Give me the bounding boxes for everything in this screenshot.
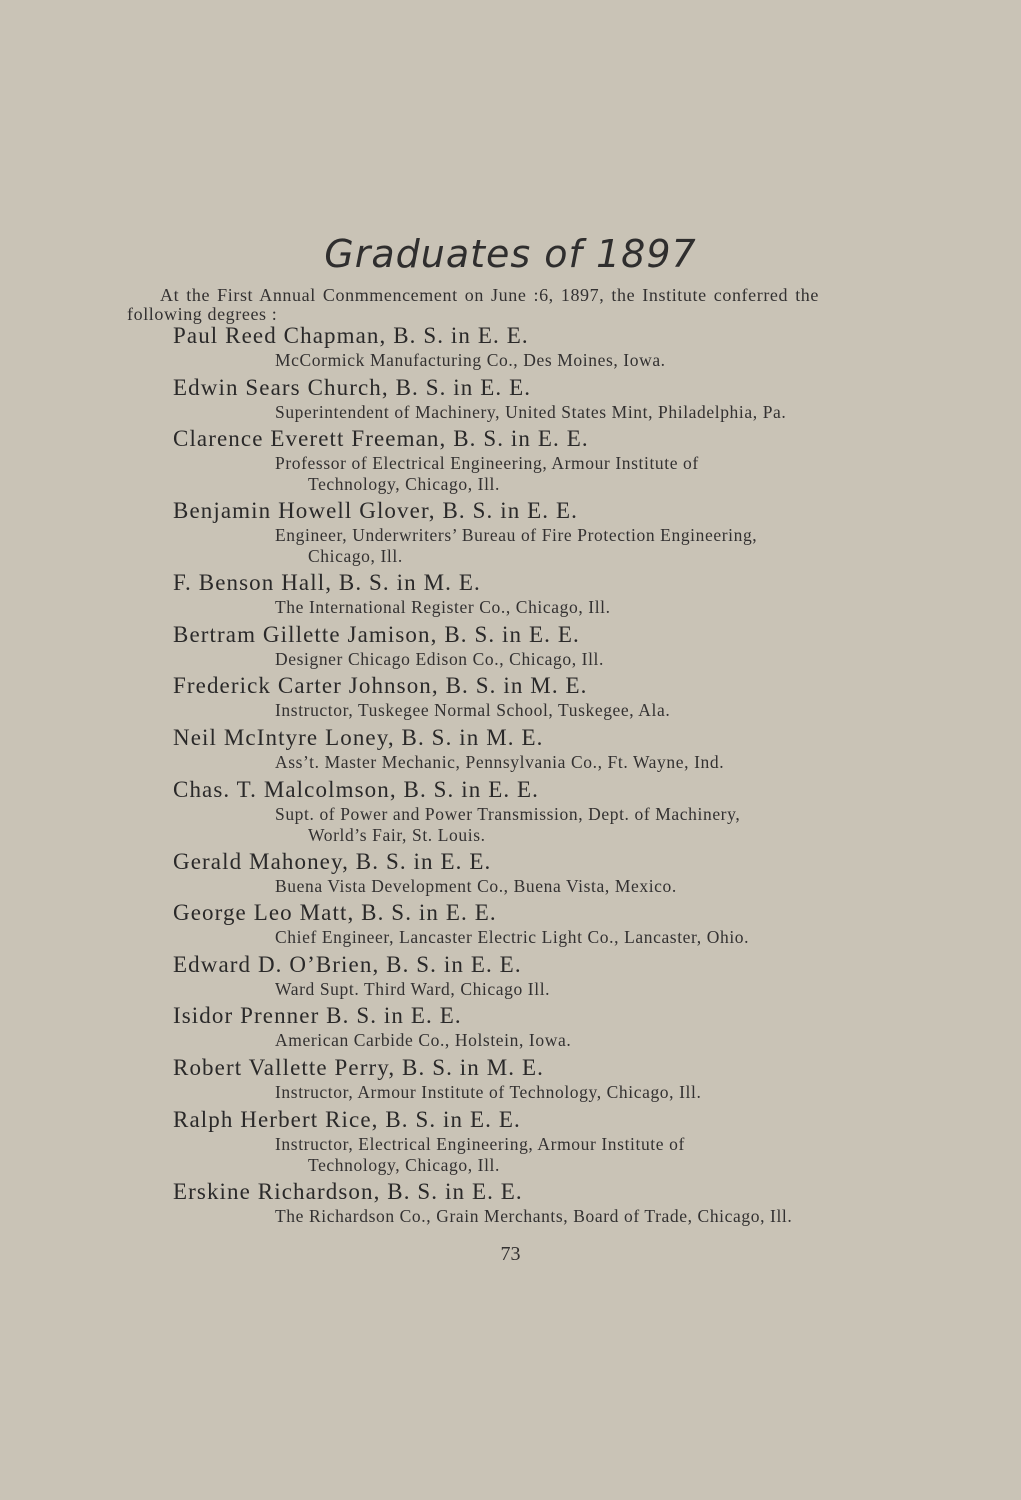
graduate-position: [275, 700, 835, 721]
position-line-continued: Technology, Chicago, Ill.: [308, 1154, 500, 1175]
graduate-name: Ralph Herbert Rice, B. S. in E. E.: [173, 1106, 521, 1132]
graduate-position: [275, 752, 835, 773]
page-title: Graduates of 1897: [324, 232, 697, 276]
position-line: American Carbide Co., Holstein, Iowa.: [275, 1030, 572, 1051]
graduate-entry: [0, 374, 1021, 426]
graduate-name: Clarence Everett Freeman, B. S. in E. E.: [173, 426, 589, 452]
graduate-name: Neil McIntyre Loney, B. S. in M. E.: [173, 724, 544, 750]
graduate-entry: [0, 1002, 1021, 1054]
graduate-entry: [0, 425, 1021, 497]
graduate-position: [275, 1206, 835, 1227]
graduate-position: [275, 597, 835, 618]
graduate-entry: [0, 322, 1021, 374]
graduate-entry: [0, 1178, 1021, 1230]
graduate-entry: [0, 951, 1021, 1003]
graduate-entry: [0, 1106, 1021, 1178]
graduate-entry: [0, 776, 1021, 848]
graduate-entry: [0, 724, 1021, 776]
graduate-name: Bertram Gillette Jamison, B. S. in E. E.: [173, 621, 580, 647]
position-line: Supt. of Power and Power Transmission, Dept. of Machinery,: [275, 803, 741, 824]
graduate-position: [275, 649, 835, 670]
position-line: Chief Engineer, Lancaster Electric Light Co., Lancaster, Ohio.: [275, 927, 750, 948]
graduate-entry: [0, 672, 1021, 724]
graduate-position: [275, 927, 835, 948]
graduate-entry: [0, 848, 1021, 900]
position-line: The International Register Co., Chicago, Ill.: [275, 597, 611, 618]
graduate-entry: [0, 621, 1021, 673]
graduate-name: Erskine Richardson, B. S. in E. E.: [173, 1178, 523, 1204]
graduate-position: [275, 1030, 835, 1051]
graduate-entry: [0, 497, 1021, 569]
graduate-position: [275, 350, 835, 371]
position-line: Professor of Electrical Engineering, Armour Institute of: [275, 453, 699, 474]
graduate-position: [275, 402, 835, 423]
intro-paragraph: At the First Annual Conmmencement on June :6, 1897, the Institute conferred the following degrees :: [127, 285, 819, 324]
graduate-position: [275, 979, 835, 1000]
graduate-name: Edwin Sears Church, B. S. in E. E.: [173, 374, 532, 400]
graduate-name: Edward D. O’Brien, B. S. in E. E.: [173, 951, 522, 977]
graduate-name: George Leo Matt, B. S. in E. E.: [173, 900, 497, 926]
graduate-name: Isidor Prenner B. S. in E. E.: [173, 1003, 462, 1029]
position-line: Instructor, Electrical Engineering, Armour Institute of: [275, 1133, 685, 1154]
graduate-name: Frederick Carter Johnson, B. S. in M. E.: [173, 673, 588, 699]
graduate-entry: [0, 569, 1021, 621]
position-line: Buena Vista Development Co., Buena Vista, Mexico.: [275, 875, 677, 896]
graduate-position: [275, 525, 835, 567]
page-number: 73: [500, 1243, 521, 1265]
position-line: Engineer, Underwriters’ Bureau of Fire Protection Engineering,: [275, 525, 758, 546]
graduate-name: Paul Reed Chapman, B. S. in E. E.: [173, 323, 529, 348]
graduate-name: Gerald Mahoney, B. S. in E. E.: [173, 848, 492, 874]
position-line: Instructor, Tuskegee Normal School, Tuskegee, Ala.: [275, 700, 671, 721]
position-line: McCormick Manufacturing Co., Des Moines, Iowa.: [275, 350, 666, 370]
graduates-list: [0, 322, 1021, 1229]
graduate-position: [275, 1082, 835, 1103]
graduate-entry: [0, 1054, 1021, 1106]
position-line: The Richardson Co., Grain Merchants, Board of Trade, Chicago, Ill.: [275, 1205, 793, 1226]
graduate-entry: [0, 899, 1021, 951]
graduate-name: F. Benson Hall, B. S. in M. E.: [173, 570, 481, 596]
position-line-continued: Chicago, Ill.: [308, 546, 403, 567]
position-line: Designer Chicago Edison Co., Chicago, Ill.: [275, 648, 604, 669]
graduate-name: Chas. T. Malcolmson, B. S. in E. E.: [173, 776, 540, 802]
graduate-name: Benjamin Howell Glover, B. S. in E. E.: [173, 498, 579, 524]
position-line-continued: Technology, Chicago, Ill.: [308, 474, 500, 495]
position-line: Superintendent of Machinery, United States Mint, Philadelphia, Pa.: [275, 401, 787, 422]
position-line-continued: World’s Fair, St. Louis.: [308, 824, 486, 845]
position-line: Ward Supt. Third Ward, Chicago Ill.: [275, 978, 551, 999]
position-line: Instructor, Armour Institute of Technology, Chicago, Ill.: [275, 1081, 702, 1102]
position-line: Ass’t. Master Mechanic, Pennsylvania Co., Ft. Wayne, Ind.: [275, 751, 725, 772]
graduate-position: [275, 804, 835, 846]
graduate-position: [275, 1134, 835, 1176]
graduate-position: [275, 453, 835, 495]
graduate-name: Robert Vallette Perry, B. S. in M. E.: [173, 1054, 544, 1080]
graduate-position: [275, 876, 835, 897]
